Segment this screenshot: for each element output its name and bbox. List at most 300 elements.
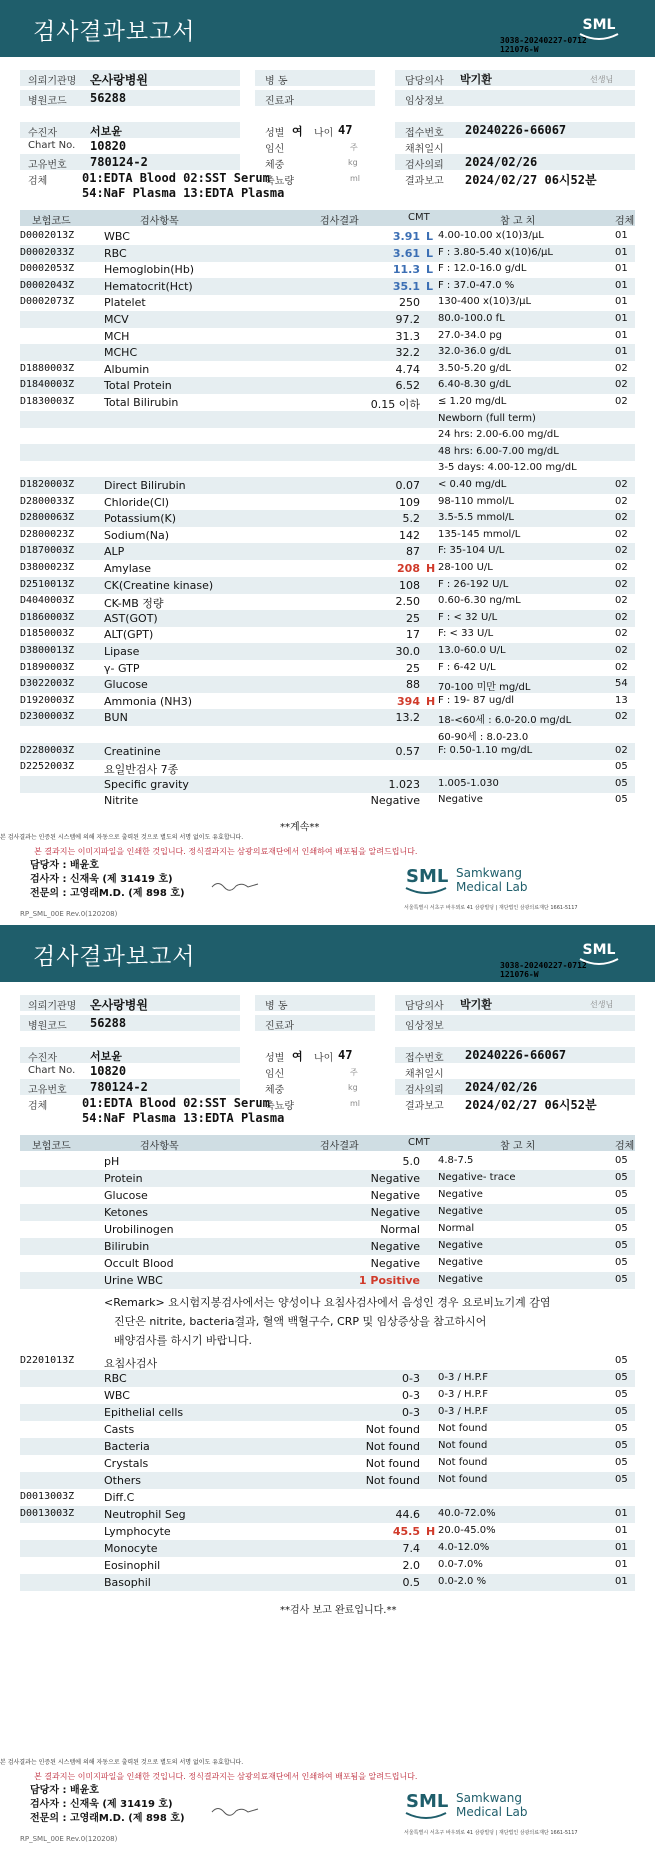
col-chk: 검체 (615, 216, 635, 227)
row-ref: 0.0-7.0% (438, 1559, 483, 1570)
row-specimen: 02 (615, 744, 628, 756)
req-label: 검사의뢰 (405, 160, 444, 171)
table-row (20, 709, 635, 726)
row-specimen: 05 (615, 1372, 628, 1383)
row-code: D0013003Z (20, 1508, 75, 1519)
table-row (20, 626, 635, 643)
table-row (20, 1370, 635, 1387)
row-code: D0002033Z (20, 246, 75, 258)
row-specimen: 05 (615, 1223, 628, 1234)
row-code: D0013003Z (20, 1491, 75, 1502)
row-flag: H (426, 562, 436, 575)
specialist-label: 전문의 : (30, 888, 67, 899)
revision-code-2: RP_SML_00E Rev.0(120208) (20, 1835, 118, 1843)
row-item: Bilirubin (104, 1240, 150, 1253)
row-result: 17 (406, 628, 420, 642)
row-result: 30.0 (395, 645, 420, 658)
row-ref: 70-100 미만 mg/dL (438, 682, 531, 694)
row-specimen: 01 (615, 279, 628, 291)
row-specimen: 05 (615, 1155, 628, 1166)
weight-label: 체중 (265, 160, 285, 171)
chart-value-2: 10820 (90, 1064, 127, 1078)
row-ref: 27.0-34.0 pg (438, 329, 503, 341)
row-code: D2800063Z (20, 512, 75, 524)
table-row (20, 1421, 635, 1438)
row-specimen: 02 (615, 562, 628, 573)
row-result: 88 (406, 678, 420, 692)
doctor-label-2: 담당의사 (405, 1001, 444, 1012)
row-item: Sodium(Na) (104, 528, 169, 542)
row-result: 44.6 (395, 1508, 420, 1521)
remark-line-1: <Remark> 요시험지봉검사에서는 양성이나 요침사검사에서 음성인 경우 요로비뇨기계 감염 (104, 1296, 551, 1309)
table-row (20, 776, 635, 793)
row-code: D0002043Z (20, 279, 75, 291)
col-result: 검사결과 (320, 216, 359, 227)
row-item: Specific gravity (104, 777, 189, 791)
patient-label: 수진자 (28, 128, 57, 139)
row-result: 208 (397, 562, 420, 575)
row-item: 요일반검사 7종 (104, 763, 179, 777)
row-specimen: 01 (615, 263, 628, 275)
row-code: D2300003Z (20, 711, 75, 723)
table-row (20, 427, 635, 444)
table-row (20, 294, 635, 311)
table-row (20, 1221, 635, 1238)
weight-label-2: 체중 (265, 1085, 285, 1096)
specialist-value: 고영래M.D. (제 898 호) (69, 888, 185, 899)
sex-label-2: 성별 (265, 1053, 285, 1064)
urine-unit-2: ml (350, 1099, 361, 1108)
row-item: Others (104, 1474, 141, 1487)
row-ref: Not found (438, 1457, 488, 1468)
report-label-2: 결과보고 (405, 1101, 444, 1112)
row-result: 394 (397, 694, 420, 708)
row-item: Urobilinogen (104, 1223, 174, 1236)
row-ref: 60-90세 : 8.0-23.0 (438, 732, 529, 743)
urine-unit: ml (350, 174, 361, 183)
table-row (20, 693, 635, 710)
row-item: Bacteria (104, 1440, 150, 1453)
row-code: D1850003Z (20, 628, 75, 640)
doctor-value-2: 박기환 (460, 998, 492, 1011)
samkwang-logo-icon (404, 860, 554, 900)
row-specimen: 02 (615, 362, 628, 374)
row-result: 5.0 (402, 1155, 420, 1168)
row-specimen: 05 (615, 1474, 628, 1485)
ward-label-2: 병 동 (265, 1001, 288, 1012)
report-label: 결과보고 (405, 176, 444, 187)
row-item: Hematocrit(Hct) (104, 279, 193, 293)
row-ref: Newborn (full term) (438, 412, 536, 424)
report-page-2 (0, 925, 655, 1850)
row-result: 31.3 (395, 329, 420, 343)
dept-label-2: 진료과 (265, 1021, 294, 1032)
manager-label: 담당자 : (30, 860, 67, 871)
row-specimen: 01 (615, 1576, 628, 1587)
row-item: Eosinophil (104, 1559, 161, 1572)
spec-label: 검체 (28, 176, 48, 187)
document-number-2-line1: 3038-20240227-0712 (500, 961, 587, 970)
row-item: Glucose (104, 678, 148, 692)
notice-print-2: 본 결과지는 이미지파일을 인쇄한 것입니다. 정식결과지는 삼광의료재단에서 인쇄하여 배포됨을 알려드립니다. (34, 1772, 418, 1781)
row-result: 35.1 (392, 279, 420, 293)
table-row (20, 1472, 635, 1489)
hospcode-value: 56288 (90, 91, 127, 105)
table-row (20, 660, 635, 677)
row-ref: 32.0-36.0 g/dL (438, 346, 511, 358)
row-ref: Not found (438, 1423, 488, 1434)
row-specimen: 02 (615, 528, 628, 540)
row-item: Potassium(K) (104, 512, 177, 526)
row-result: 25 (406, 661, 420, 675)
row-ref: 3.5-5.5 mmol/L (438, 512, 514, 524)
row-flag: L (426, 246, 434, 260)
row-result: Not found (365, 1440, 420, 1453)
table-row (20, 1540, 635, 1557)
table-row (20, 593, 635, 610)
table-row (20, 411, 635, 428)
row-code: D1860003Z (20, 611, 75, 623)
row-ref: F : 19- 87 ug/dl (438, 694, 515, 706)
row-specimen: 01 (615, 346, 628, 358)
document-number-line1: 3038-20240227-0712 (500, 36, 587, 45)
row-result: 1 Positive (358, 1274, 420, 1287)
row-result: Not found (365, 1474, 420, 1487)
chart-label: Chart No. (28, 140, 76, 151)
row-result: 32.2 (395, 346, 420, 360)
row-ref: 13.0-60.0 U/L (438, 645, 506, 656)
row-item: Amylase (104, 562, 152, 575)
logo-line2-2: Medical Lab (456, 1805, 528, 1819)
row-ref: Negative (438, 794, 483, 806)
row-item: Total Bilirubin (104, 396, 179, 409)
row-specimen: 05 (615, 1206, 628, 1217)
row-flag: H (426, 1525, 436, 1538)
spec-label-2: 검체 (28, 1101, 48, 1112)
row-item: Lipase (104, 645, 140, 658)
inspector-value-2: 신재욱 (제 31419 호) (69, 1799, 173, 1810)
svg-text:SML: SML (582, 17, 616, 33)
weight-unit-2: kg (348, 1083, 358, 1092)
row-specimen: 05 (615, 1172, 628, 1183)
row-result: 250 (399, 296, 420, 310)
row-item: Basophil (104, 1576, 151, 1589)
remark-line-2: 진단은 nitrite, bacteria결과, 혈액 백혈구수, CRP 및 임상증상을 참고하시어 (114, 1315, 487, 1328)
row-item: Albumin (104, 362, 150, 376)
row-flag: H (426, 694, 436, 708)
col-ref-2: 참 고 치 (500, 1141, 536, 1152)
col-item: 검사항목 (140, 216, 179, 227)
row-item: CK-MB 정량 (104, 597, 164, 611)
dept-label: 진료과 (265, 96, 294, 107)
row-result: 0.07 (395, 479, 420, 492)
chart-value: 10820 (90, 139, 127, 153)
row-ref: 18-<60세 : 6.0-20.0 mg/dL (438, 715, 572, 727)
row-specimen: 01 (615, 1508, 628, 1519)
row-code: D1920003Z (20, 694, 75, 706)
row-specimen: 01 (615, 246, 628, 258)
row-item: 요침사검사 (104, 1357, 158, 1370)
signature-icon-2 (210, 1803, 260, 1817)
table-row (20, 1353, 635, 1370)
signature-icon (210, 878, 260, 892)
notice-auto: 본 검사결과는 인증된 시스템에 의해 자동으로 출력된 것으로 별도의 서명 없이도 유효합니다. (0, 834, 244, 841)
sex-value-2: 여 (292, 1050, 303, 1063)
notice-auto-2: 본 검사결과는 인증된 시스템에 의해 자동으로 출력된 것으로 별도의 서명 없이도 유효합니다. (0, 1759, 244, 1766)
address-2: 서울특별시 서초구 바우뫼로 41 삼광빌딩 | 재단법인 삼광의료재단 1661-5117 (404, 1830, 578, 1836)
row-result: Negative (370, 1240, 420, 1253)
row-ref: F: < 33 U/L (438, 628, 494, 640)
hospcode-label: 병원코드 (28, 96, 67, 107)
table-row (20, 1404, 635, 1421)
row-specimen: 05 (615, 1423, 628, 1434)
row-specimen: 01 (615, 1525, 628, 1536)
row-item: ALP (104, 545, 125, 559)
id-label: 고유번호 (28, 160, 67, 171)
logo-line1: Samkwang (456, 866, 522, 880)
row-flag: L (426, 279, 434, 293)
row-specimen: 02 (615, 611, 628, 623)
table-row (20, 460, 635, 477)
row-specimen: 01 (615, 1559, 628, 1570)
table-row (20, 610, 635, 627)
row-item: MCV (104, 313, 129, 326)
row-code: D1840003Z (20, 379, 75, 391)
row-specimen: 05 (615, 1389, 628, 1400)
table-row (20, 1204, 635, 1221)
recv-value: 20240226-66067 (465, 123, 567, 137)
row-result: 0.5 (402, 1576, 420, 1589)
table-row (20, 1455, 635, 1472)
row-result: Negative (370, 1206, 420, 1219)
sex-label: 성별 (265, 128, 285, 139)
doctor-suffix: 선생님 (590, 75, 614, 84)
row-specimen: 01 (615, 230, 628, 241)
row-item: Urine WBC (104, 1274, 163, 1287)
spec-value-1: 01:EDTA Blood 02:SST Serum (82, 171, 270, 185)
row-item: Crystals (104, 1457, 149, 1470)
row-specimen: 05 (615, 1257, 628, 1268)
row-ref: 4.00-10.00 x(10)3/µL (438, 230, 544, 241)
row-ref: 3.50-5.20 g/dL (438, 362, 511, 374)
patient-value-2: 서보윤 (90, 1050, 122, 1063)
row-specimen: 05 (615, 761, 628, 773)
row-code: D1870003Z (20, 545, 75, 557)
row-ref: < 0.40 mg/dL (438, 479, 507, 490)
row-code: D2510013Z (20, 578, 75, 590)
row-ref: Not found (438, 1440, 488, 1451)
row-item: RBC (104, 1372, 127, 1385)
row-code: D3022003Z (20, 678, 75, 690)
doctor-suffix-2: 선생님 (590, 1000, 614, 1009)
row-item: MCH (104, 329, 130, 343)
row-specimen: 02 (615, 645, 628, 656)
table-row (20, 1238, 635, 1255)
row-item: ALT(GPT) (104, 628, 154, 642)
remark-line-3: 배양검사를 하시기 바랍니다. (114, 1334, 253, 1347)
row-code: D2201013Z (20, 1355, 75, 1366)
row-result: Not found (365, 1457, 420, 1470)
urine-label-2: 축뇨량 (265, 1101, 294, 1112)
row-ref: F : 12.0-16.0 g/dL (438, 263, 527, 275)
row-specimen: 02 (615, 396, 628, 407)
row-specimen: 01 (615, 296, 628, 308)
table-row (20, 743, 635, 760)
row-result: 3.61 (392, 246, 420, 260)
recv-label-2: 접수번호 (405, 1053, 444, 1064)
row-item: Ammonia (NH3) (104, 694, 193, 708)
table-row (20, 278, 635, 295)
row-code: D2800033Z (20, 495, 75, 507)
logo-sml-text-2: SML (406, 1791, 449, 1812)
row-item: Protein (104, 1172, 143, 1185)
hospcode-label-2: 병원코드 (28, 1021, 67, 1032)
row-ref: F : 26-192 U/L (438, 578, 509, 590)
row-ref: 4.0-12.0% (438, 1542, 490, 1553)
table-row (20, 1506, 635, 1523)
inst-label: 의뢰기관명 (28, 76, 77, 87)
row-result: Negative (370, 1189, 420, 1202)
row-item: BUN (104, 711, 128, 725)
row-ref: 0-3 / H.P.F (438, 1389, 488, 1400)
row-item: WBC (104, 230, 130, 243)
row-result: 5.2 (402, 512, 420, 526)
inspector-label: 검사자 : (30, 874, 67, 885)
row-item: Monocyte (104, 1542, 158, 1555)
document-number (500, 36, 587, 54)
row-specimen: 05 (615, 1355, 628, 1366)
ward-label: 병 동 (265, 76, 288, 87)
patient-label-2: 수진자 (28, 1053, 57, 1064)
table-row (20, 527, 635, 544)
row-flag: L (426, 230, 434, 243)
row-code: D2252003Z (20, 761, 75, 773)
row-ref: F : 37.0-47.0 % (438, 279, 515, 291)
row-result: 25 (406, 611, 420, 625)
row-ref: 1.005-1.030 (438, 777, 499, 789)
col-item-2: 검사항목 (140, 1141, 179, 1152)
row-code: D1890003Z (20, 661, 75, 673)
row-ref: 0.0-2.0 % (438, 1576, 487, 1587)
row-specimen: 05 (615, 1440, 628, 1451)
row-ref: Negative (438, 1206, 483, 1217)
inst-label-2: 의뢰기관명 (28, 1001, 77, 1012)
row-result: 0-3 (402, 1406, 420, 1419)
row-specimen: 01 (615, 329, 628, 341)
row-specimen: 05 (615, 794, 628, 806)
recv-value-2: 20240226-66067 (465, 1048, 567, 1062)
recv-label: 접수번호 (405, 128, 444, 139)
table-row (20, 245, 635, 262)
col-cmt: CMT (408, 212, 430, 223)
row-item: Lymphocyte (104, 1525, 171, 1538)
collect-label-2: 채취일시 (405, 1069, 444, 1080)
row-item: Creatinine (104, 744, 161, 758)
row-result: 97.2 (395, 313, 420, 326)
specialist-value-2: 고영래M.D. (제 898 호) (69, 1813, 185, 1824)
continue-text: **계속** (280, 822, 320, 833)
table-row (20, 1187, 635, 1204)
row-item: Platelet (104, 296, 146, 310)
table-row (20, 228, 635, 245)
row-specimen: 05 (615, 1406, 628, 1417)
row-result: 3.91 (392, 230, 420, 243)
row-result: 11.3 (392, 263, 420, 277)
samkwang-logo-icon-2 (404, 1785, 554, 1825)
row-item: Epithelial cells (104, 1406, 184, 1419)
row-item: Nitrite (104, 794, 139, 808)
row-item: Total Protein (104, 379, 172, 393)
row-ref: 6.40-8.30 g/dL (438, 379, 511, 391)
logo-sml-text: SML (406, 866, 449, 887)
row-item: Diff.C (104, 1491, 135, 1504)
row-ref: Negative (438, 1257, 483, 1268)
document-number-2 (500, 961, 587, 979)
row-item: Chloride(Cl) (104, 495, 170, 509)
table-row (20, 560, 635, 577)
row-specimen: 02 (615, 578, 628, 590)
row-item: pH (104, 1155, 120, 1168)
spec-value-1-2: 01:EDTA Blood 02:SST Serum (82, 1096, 270, 1110)
row-ref: F : 6-42 U/L (438, 661, 496, 673)
table-row (20, 543, 635, 560)
row-specimen: 54 (615, 678, 628, 690)
inst-value: 온사랑병원 (90, 73, 148, 87)
row-result: Normal (380, 1223, 420, 1236)
row-code: D2800023Z (20, 528, 75, 540)
logo-line2: Medical Lab (456, 880, 528, 894)
row-ref: 40.0-72.0% (438, 1508, 496, 1519)
collect-label: 채취일시 (405, 144, 444, 155)
sex-value: 여 (292, 125, 303, 138)
table-row (20, 726, 635, 743)
row-code: D1880003Z (20, 362, 75, 374)
row-result: 109 (399, 495, 420, 509)
row-item: Glucose (104, 1189, 148, 1202)
row-item: WBC (104, 1389, 130, 1402)
row-item: AST(GOT) (104, 611, 158, 625)
row-result: Negative (370, 794, 420, 808)
col-result-2: 검사결과 (320, 1141, 359, 1152)
manager-value-2: 배윤호 (69, 1785, 99, 1796)
table-row (20, 344, 635, 361)
col-cmt-2: CMT (408, 1137, 430, 1148)
results-table-header-2 (20, 1135, 635, 1151)
table-row (20, 577, 635, 594)
row-item: Neutrophil Seg (104, 1508, 186, 1521)
results-table-header (20, 210, 635, 226)
row-specimen: 02 (615, 379, 628, 391)
col-code-2: 보험코드 (32, 1141, 71, 1152)
row-item: γ- GTP (104, 661, 140, 675)
row-code: D4040003Z (20, 595, 75, 607)
inst-value-2: 온사랑병원 (90, 998, 148, 1012)
document-number-line2: 121076-W (500, 45, 539, 54)
table-row (20, 311, 635, 328)
row-ref: Negative (438, 1189, 483, 1200)
inspector-label-2: 검사자 : (30, 1799, 67, 1810)
table-row (20, 1153, 635, 1170)
table-row (20, 643, 635, 660)
logo-line1-2: Samkwang (456, 1791, 522, 1805)
row-result: 13.2 (395, 711, 420, 725)
row-ref: 28-100 U/L (438, 562, 493, 573)
doctor-label: 담당의사 (405, 76, 444, 87)
row-result: Negative (370, 1172, 420, 1185)
table-row (20, 1170, 635, 1187)
row-ref: Negative (438, 1274, 483, 1285)
row-result: 4.74 (395, 362, 420, 376)
